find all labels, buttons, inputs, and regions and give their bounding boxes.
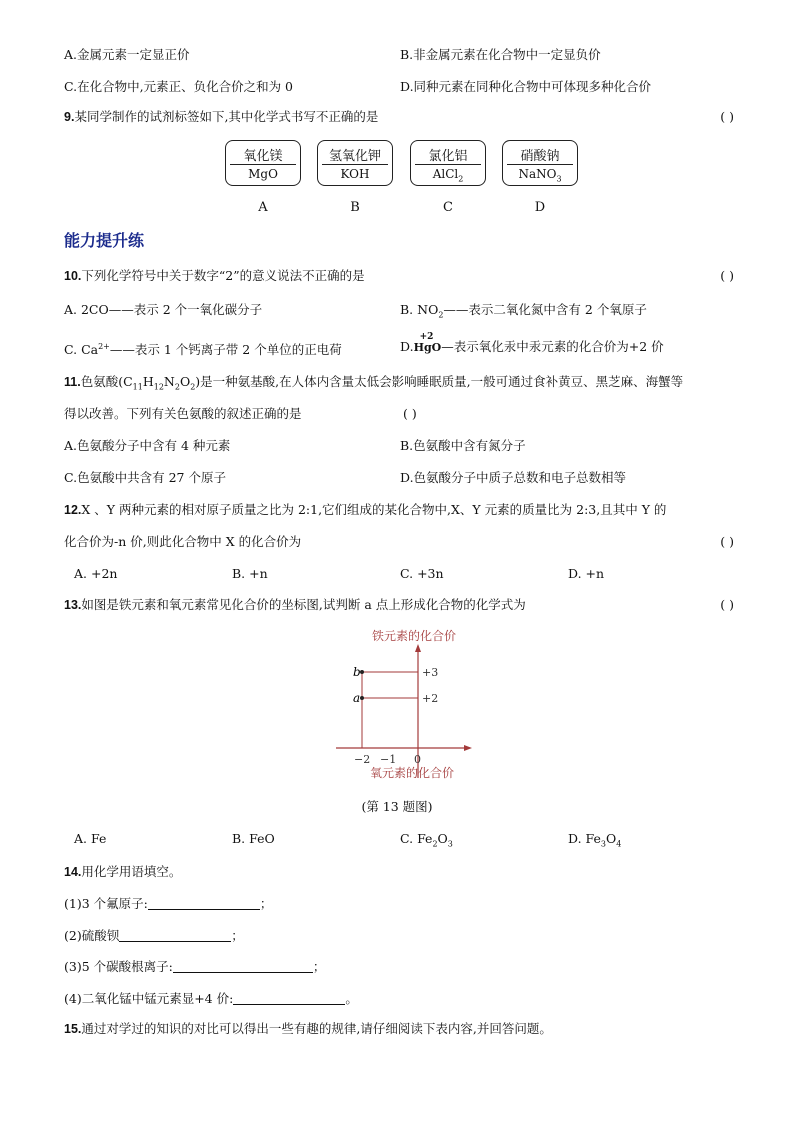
question-number: 13. [64,598,82,612]
label-name: 氧化镁 [243,149,283,164]
point-a [360,696,364,700]
y-tick-label: +3 [422,666,439,679]
punctuation: 。 [345,991,358,1006]
answer-paren[interactable]: ( ) [403,406,417,421]
q11-options-row1 [64,436,734,456]
q11-option-b[interactable]: B.色氨酸中含有氮分子 [400,438,526,453]
formula-sub: 2 [458,174,464,184]
q10-option-d[interactable] [400,332,664,358]
option-text: ——表示二氧化氮中含有 2 个氧原子 [443,302,647,317]
q11-stem-line2 [64,404,734,424]
answer-paren[interactable]: ( ) [720,109,734,124]
section-title: 能力提升练 [64,233,145,250]
q11-stem [64,372,734,392]
option-text: B. NO [400,302,439,317]
q8-option-b[interactable]: B.非金属元素在化合物中一定显负价 [400,47,601,62]
q13-option-b[interactable]: B. FeO [232,831,275,846]
option-text: O [437,831,448,846]
q10-option-c[interactable] [64,342,342,357]
question-text: 某同学制作的试剂标签如下,其中化学式书写不正确的是 [74,109,379,124]
formula-text: N [163,374,175,389]
reagent-labels [0,140,794,220]
question-text: 色氨酸(C [80,374,133,389]
q13-option-c[interactable] [400,829,453,855]
q14-item-3 [64,957,734,977]
q14-item-4 [64,989,734,1009]
valence-charge: +2 [419,332,434,342]
question-text: 化合价为-n 价,则此化合物中 X 的化合价为 [64,534,302,549]
label-divider [415,164,481,165]
q11-option-d[interactable]: D.色氨酸分子中质子总数和电子总数相等 [400,470,627,485]
label-formula [503,167,577,183]
question-text: 如图是铁元素和氧元素常见化合价的坐标图,试判断 a 点上形成化合物的化学式为 [81,597,526,612]
q10-stem [64,266,734,286]
reagent-label-d[interactable] [502,140,578,186]
question-text: 得以改善。下列有关色氨酸的叙述正确的是 [64,406,302,421]
question-text: 用化学用语填空。 [81,864,182,879]
question-text: 下列化学符号中关于数字“2”的意义说法不正确的是 [81,268,365,283]
option-text: —表示氧化汞中汞元素的化合价为+2 价 [441,339,664,354]
q12-option-b[interactable]: B. +n [232,566,268,581]
option-text: C. Fe [400,831,433,846]
formula-text: AlCl [432,167,459,181]
formula-sub: 3 [556,174,562,184]
question-text: )是一种氨基酸,在人体内含量太低会影响睡眠质量,一般可通过食补黄豆、黑芝麻、海蟹等 [195,374,684,389]
label-letter: A [258,200,268,215]
fill-prompt: (4)二氧化锰中锰元素显+4 价: [64,991,234,1006]
q14-item-1 [64,894,734,914]
label-letter: C [443,200,453,215]
formula-sub: 2 [190,382,196,392]
option-text: D. [400,339,414,354]
q12-options [64,564,734,584]
question-number: 15. [64,1022,82,1036]
q13-options [64,829,734,849]
answer-blank[interactable] [119,927,231,942]
q12-option-a[interactable]: A. +2n [74,566,118,581]
question-number: 10. [64,269,82,283]
label-formula: KOH [340,167,370,181]
answer-paren[interactable]: ( ) [720,534,734,549]
q9-stem [64,107,734,127]
q8-option-d[interactable]: D.同种元素在同种化合物中可体现多种化合价 [400,79,652,94]
label-name: 硝酸钠 [520,149,560,164]
formula-sub: 2 [174,382,180,392]
label-formula: MgO [248,167,278,181]
question-number: 12. [64,503,82,517]
question-text: 通过对学过的知识的对比可以得出一些有趣的规律,请仔细阅读下表内容,并回答问题。 [81,1021,552,1036]
q11-option-c[interactable]: C.色氨酸中共含有 27 个原子 [64,470,226,485]
label-formula [411,167,485,183]
x-tick-label: 0 [414,753,421,766]
q12-option-c[interactable]: C. +3n [400,566,444,581]
answer-blank[interactable] [173,958,313,973]
reagent-label-c[interactable] [410,140,486,186]
q13-stem [64,595,734,615]
formula-text: HgO [413,341,442,354]
option-sub: 3 [447,839,453,849]
q8-options-row1 [64,45,734,65]
option-sup: 2+ [98,342,110,351]
x-axis-arrow [464,745,472,751]
x-tick-label: −1 [380,753,397,766]
q12-option-d[interactable]: D. +n [568,566,605,581]
fill-prompt: (3)5 个碳酸根离子: [64,959,173,974]
q8-options-row2 [64,77,734,97]
q10-option-a[interactable]: A. 2CO——表示 2 个一氧化碳分子 [64,302,263,317]
option-sub: 2 [432,839,438,849]
punctuation: ； [231,928,244,943]
label-divider [507,164,573,165]
q15-stem [64,1019,734,1039]
q10-options-row2 [64,332,734,358]
x-axis-title: 氧元素的化合价 [370,766,455,780]
label-letter: B [350,200,360,215]
formula-sub: 11 [132,382,143,392]
label-divider [322,164,388,165]
y-axis-title: 铁元素的化合价 [372,629,457,643]
option-sub: 3 [600,839,607,849]
q8-option-a[interactable]: A.金属元素一定显正价 [64,47,190,62]
reagent-label-a[interactable] [225,140,301,186]
fill-prompt: (2)硫酸钡 [64,928,120,943]
question-text: X 、Y 两种元素的相对原子质量之比为 2:1,它们组成的某化合物中,X、Y 元素的质量比为 2:3,且其中 Y 的 [81,502,667,517]
answer-blank[interactable] [148,895,260,910]
q14-stem [64,862,734,882]
question-number: 11. [64,375,81,389]
option-sub: 2 [438,310,444,320]
q12-stem-line2 [64,532,734,552]
reagent-label-b[interactable] [317,140,393,186]
option-text: O [606,831,617,846]
q10-option-b[interactable] [400,300,647,326]
formula-text: O [179,374,191,389]
formula-sub: 12 [153,382,164,392]
q8-option-c[interactable]: C.在化合物中,元素正、负化合价之和为 0 [64,79,293,94]
option-text: D. Fe [568,831,601,846]
valence-coordinate-chart [330,628,480,788]
formula-text: H [142,374,154,389]
label-divider [230,164,296,165]
option-text: ——表示 1 个钙离子带 2 个单位的正电荷 [109,342,342,358]
q13-option-a[interactable]: A. Fe [74,831,107,846]
q14-item-2 [64,926,734,946]
answer-paren[interactable]: ( ) [720,268,734,283]
q12-stem [64,500,734,520]
point-b-label: b [353,665,361,679]
figure-caption: (第 13 题图) [361,799,433,814]
punctuation: ； [312,959,326,974]
valence-formula [413,332,442,358]
option-sub: 4 [616,839,622,849]
question-number: 9. [64,110,75,124]
answer-blank[interactable] [233,990,345,1005]
question-number: 14. [64,865,82,879]
q10-options-row1 [64,300,734,320]
q13-option-d[interactable] [568,829,621,855]
q11-option-a[interactable]: A.色氨酸分子中含有 4 种元素 [64,438,231,453]
y-tick-label: +2 [422,692,439,705]
option-text: C. Ca [64,342,99,358]
y-axis-arrow [415,644,421,652]
label-letter: D [534,200,546,215]
label-name: 氯化铝 [428,149,468,164]
point-a-label: a [353,691,361,705]
punctuation: ； [259,896,273,911]
fill-prompt: (1)3 个氟原子: [64,896,148,911]
q11-options-row2 [64,468,734,488]
x-tick-label: −2 [354,753,371,766]
formula-text: NaNO [518,167,557,181]
label-name: 氢氧化钾 [328,149,381,164]
answer-paren[interactable]: ( ) [720,597,734,612]
